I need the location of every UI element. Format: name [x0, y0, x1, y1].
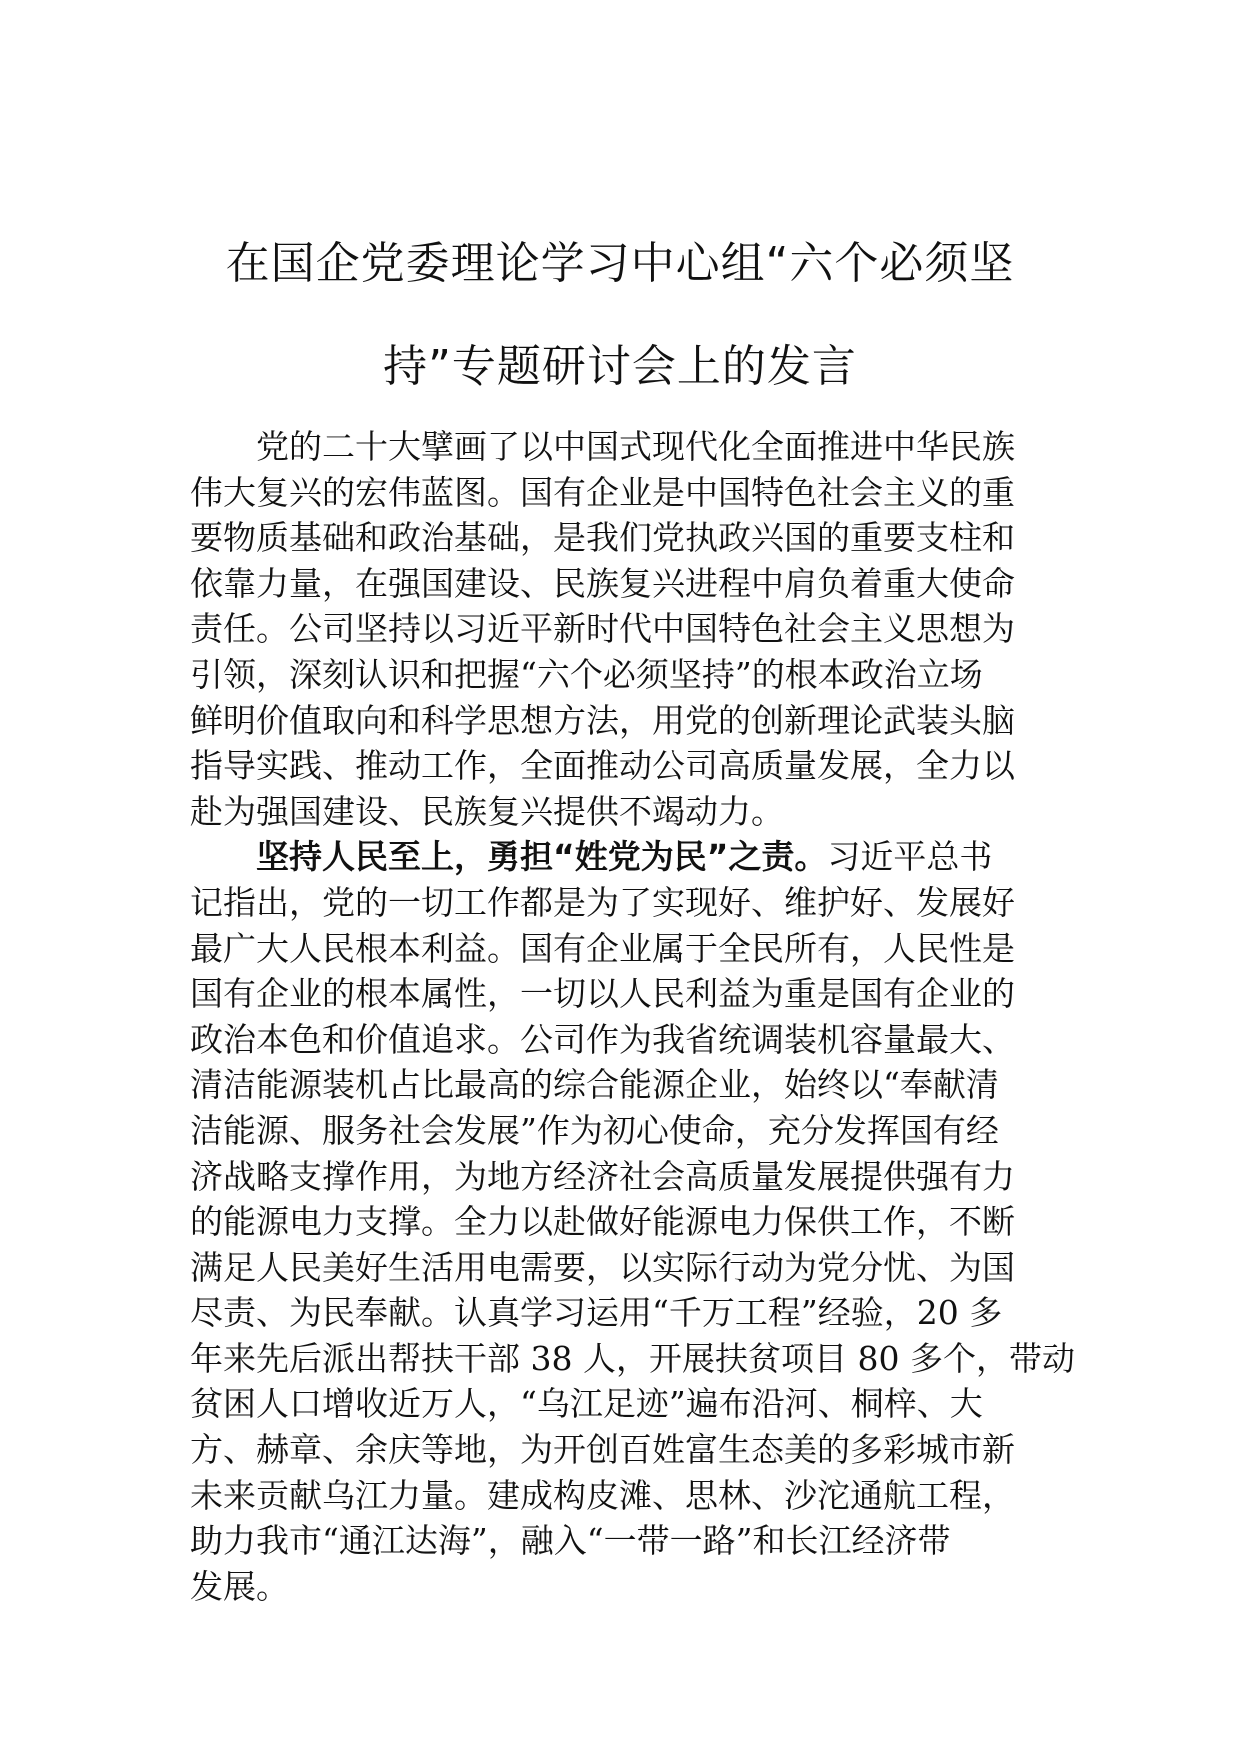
- paragraph-line: 赴为强国建设、民族复兴提供不竭动力。: [190, 791, 784, 831]
- paragraph-line: 鲜明价值取向和科学思想方法，用党的创新理论武装头脑: [190, 700, 1015, 740]
- paragraph-text: 习近平总书: [827, 837, 993, 877]
- paragraph-line: 满足人民美好生活用电需要，以实际行动为党分忧、为国: [190, 1247, 1015, 1287]
- intro-paragraph: [190, 424, 1054, 834]
- paragraph-line: 伟大复兴的宏伟蓝图。国有企业是中国特色社会主义的重: [190, 472, 1015, 512]
- paragraph-line: 责任。公司坚持以习近平新时代中国特色社会主义思想为: [190, 609, 1015, 649]
- section-paragraph: [190, 834, 1075, 1609]
- paragraph-line: 要物质基础和政治基础，是我们党执政兴国的重要支柱和: [190, 518, 1015, 558]
- paragraph-line: 贫困人口增收近万人，“乌江足迹”遍布沿河、桐梓、大: [190, 1384, 983, 1424]
- paragraph-line: 尽责、为民奉献。认真学习运用“千万工程”经验，20 多: [190, 1293, 1003, 1333]
- paragraph-line: 未来贡献乌江力量。建成构皮滩、思林、沙沱通航工程，: [190, 1475, 1015, 1515]
- paragraph-line: 洁能源、服务社会发展”作为初心使命，充分发挥国有经: [190, 1110, 999, 1150]
- paragraph-line: 助力我市“通江达海”，融入“一带一路”和长江经济带: [190, 1521, 951, 1561]
- title-line: 持”专题研讨会上的发言: [383, 341, 857, 392]
- paragraph-line: 的能源电力支撑。全力以赴做好能源电力保供工作，不断: [190, 1202, 1015, 1242]
- paragraph-line: 发展。: [190, 1566, 289, 1606]
- document-title: [190, 212, 1050, 418]
- paragraph-line: 指导实践、推动工作，全面推动公司高质量发展，全力以: [190, 746, 1015, 786]
- paragraph-line: 年来先后派出帮扶干部 38 人，开展扶贫项目 80 多个，带动: [190, 1338, 1075, 1378]
- paragraph-line: 方、赫章、余庆等地，为开创百姓富生态美的多彩城市新: [190, 1430, 1015, 1470]
- paragraph-line: 清洁能源装机占比最高的综合能源企业，始终以“奉献清: [190, 1065, 999, 1105]
- paragraph-line: 党的二十大擘画了以中国式现代化全面推进中华民族: [256, 427, 1015, 466]
- paragraph-first-line: [190, 834, 1054, 880]
- paragraph-line: 引领，深刻认识和把握“六个必须坚持”的根本政治立场: [190, 654, 983, 694]
- paragraph-line: 国有企业的根本属性，一切以人民利益为重是国有企业的: [190, 974, 1015, 1014]
- title-line: 在国企党委理论学习中心组“六个必须坚: [225, 238, 1015, 289]
- paragraph-line: 济战略支撑作用，为地方经济社会高质量发展提供强有力: [190, 1156, 1015, 1196]
- document-body: [190, 424, 1075, 1609]
- paragraph-line: 最广大人民根本利益。国有企业属于全民所有，人民性是: [190, 928, 1015, 968]
- paragraph-line: 记指出，党的一切工作都是为了实现好、维护好、发展好: [190, 882, 1015, 922]
- section-heading: 坚持人民至上，勇担“姓党为民”之责。: [256, 837, 828, 877]
- paragraph-line: 依靠力量，在强国建设、民族复兴进程中肩负着重大使命: [190, 563, 1015, 603]
- paragraph-line: 政治本色和价值追求。公司作为我省统调装机容量最大、: [190, 1019, 1015, 1059]
